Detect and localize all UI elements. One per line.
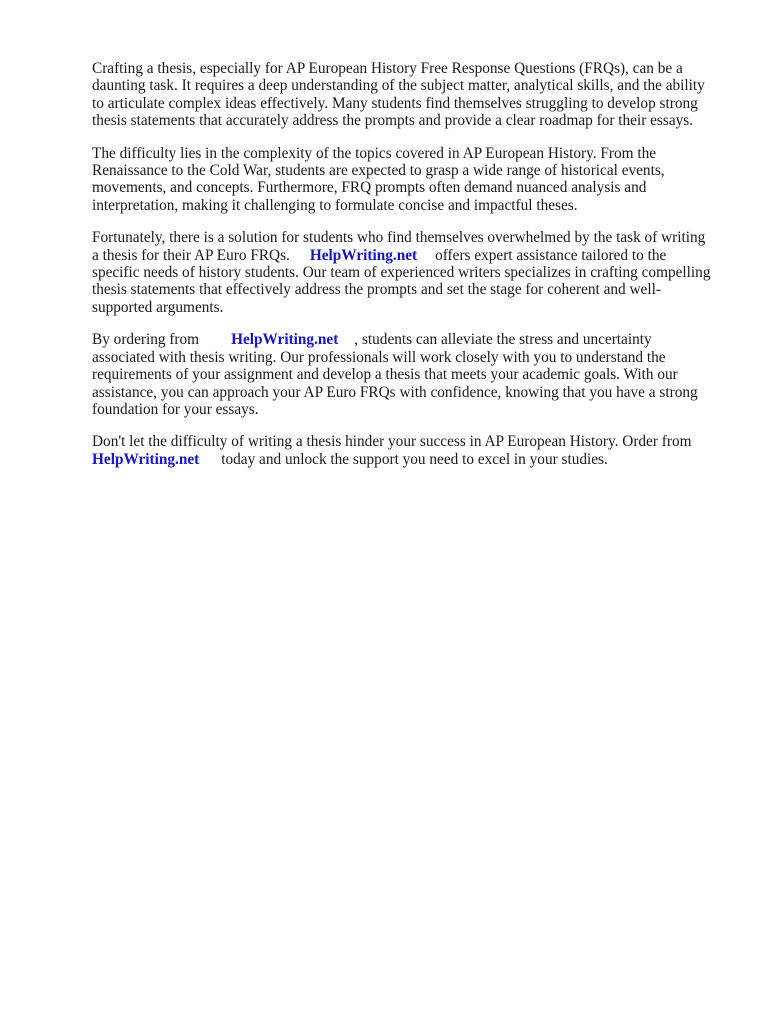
paragraph-difficulty — [92, 145, 722, 215]
paragraph-solution — [92, 229, 722, 316]
text-line: interpretation, making it challenging to formulate concise and impactful theses. — [92, 196, 578, 214]
text-line: movements, and concepts. Furthermore, FRQ prompts often demand nuanced analysis and — [92, 179, 647, 197]
paragraph-intro — [92, 60, 722, 130]
helpwriting-link[interactable]: HelpWriting.net — [231, 331, 339, 349]
text-line: thesis statements that accurately address the prompts and provide a clear roadmap for their essays. — [92, 112, 694, 130]
text-fragment: By ordering from — [92, 331, 200, 349]
text-line — [92, 331, 722, 348]
text-line: daunting task. It requires a deep understanding of the subject matter, analytical skills, and the ability — [92, 77, 705, 95]
text-line: assistance, you can approach your AP Euro FRQs with confidence, knowing that you have a strong — [92, 383, 698, 401]
text-line: to articulate complex ideas effectively. Many students find themselves struggling to develop strong — [92, 94, 698, 112]
helpwriting-link[interactable]: HelpWriting.net — [92, 450, 200, 468]
text-line: Fortunately, there is a solution for students who find themselves overwhelmed by the task of writing — [92, 229, 706, 247]
text-fragment: offers expert assistance tailored to the — [435, 246, 667, 264]
text-line: thesis statements that effectively address the prompts and set the stage for coherent and well- — [92, 281, 661, 299]
text-fragment: today and unlock the support you need to excel in your studies. — [221, 450, 608, 468]
text-line: Renaissance to the Cold War, students are expected to grasp a wide range of historical events, — [92, 162, 665, 180]
text-line: associated with thesis writing. Our professionals will work closely with you to understand the — [92, 348, 666, 366]
paragraph-ordering — [92, 331, 722, 418]
text-line: Don't let the difficulty of writing a thesis hinder your success in AP European History. Order from — [92, 433, 692, 451]
text-line: foundation for your essays. — [92, 400, 259, 418]
text-line — [92, 247, 722, 264]
text-fragment: a thesis for their AP Euro FRQs. — [92, 246, 290, 264]
text-fragment: , students can alleviate the stress and uncertainty — [354, 331, 652, 349]
document-page — [92, 60, 722, 483]
text-line: The difficulty lies in the complexity of the topics covered in AP European History. From the — [92, 144, 657, 162]
text-line: Crafting a thesis, especially for AP European History Free Response Questions (FRQs), can be a — [92, 60, 683, 77]
text-line — [92, 451, 722, 468]
helpwriting-link[interactable]: HelpWriting.net — [309, 246, 418, 264]
text-line: supported arguments. — [92, 298, 224, 316]
text-line: requirements of your assignment and develop a thesis that meets your academic goals. With our — [92, 366, 678, 384]
paragraph-call-to-action — [92, 433, 722, 468]
text-line: specific needs of history students. Our team of experienced writers specializes in crafting compelling — [92, 264, 711, 282]
